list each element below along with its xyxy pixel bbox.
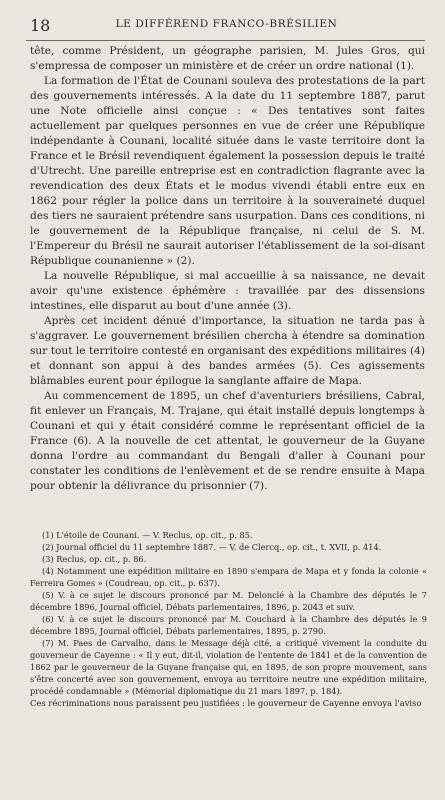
page-header	[30, 16, 423, 36]
footnote: (2) Journal officiel du 11 septembre 1887. — V. de Clercq., op. cit., t. XVII, p. 414.	[42, 542, 382, 552]
paragraph: La nouvelle République, si mal accueillie à sa naissance, ne devait avoir qu'une existence éphémère : travaillée par des dissensions intestines, elle disparut au bout d'une année (3).	[30, 270, 425, 312]
running-title: LE DIFFÉREND FRANCO-BRÉSILIEN	[115, 18, 338, 30]
body-text	[30, 44, 425, 494]
footnote: (4) Notamment une expédition militaire en 1890 s'empara de Mapa et y fonda la colonie « Ferreira Gomes » (Coudreau, op. cit., p. 637).	[30, 566, 427, 588]
header-rule	[26, 40, 425, 41]
footnote: (6) V. à ce sujet le discours prononcé par M. Couchard à la Chambre des députés le 9 décembre 1895, Journal officiel, Débats parlementaires, 1895, p. 2790.	[30, 614, 427, 636]
footnote: (5) V. à ce sujet le discours prononcé par M. Delonclé à la Chambre des députés le 7 décembre 1896, Journal officiel, Débats parlementaires, 1896, p. 2043 et suiv.	[30, 590, 427, 612]
footnote: (3) Reclus, op. cit., p. 86.	[42, 554, 147, 564]
footnote: (1) L'étoile de Counani. — V. Reclus, op. cit., p. 85.	[42, 530, 253, 540]
footnote: (7) M. Paes de Carvalho, dans le Message déjà cité, a critiqué vivement la conduite du gouverneur de Cayenne : « Il y eut, dit-il, violation de l'entente de 1841 et de la convention de 1862 par le gouverneur de la Guyane française qui, en 1895, de son propre mouvement, sans s'être concerté avec son gouvernement, envoya au territoire neutre une expédition militaire, procédé condamnable » (Mémorial diplomatique du 21 mars 1897, p. 184).	[30, 638, 427, 696]
paragraph: tête, comme Président, un géographe parisien, M. Jules Gros, qui s'empressa de composer un ministère et de créer un ordre national (1).	[30, 45, 425, 72]
paragraph: Au commencement de 1895, un chef d'aventuriers brésiliens, Cabral, fit enlever un Français, M. Trajane, qui était installé depuis longtemps à Counani et qui y était considéré comme le représentant officiel de la France (6). A la nouvelle de cet attentat, le gouverneur de la Guyane donna l'ordre au commandant du Bengali d'aller à Counani pour constater les conditions de l'enlèvement et de se rendre ensuite à Mapa pour obtenir la délivrance du prisonnier (7).	[30, 390, 425, 492]
footnote-continuation: Ces récriminations nous paraissent peu justifiées : le gouverneur de Cayenne envoya l'aviso	[30, 698, 422, 708]
paragraph: La formation de l'État de Counani souleva des protestations de la part des gouvernements intéressés. A la date du 11 septembre 1887, parut une Note officielle ainsi conçue : « Des tentatives sont faites actuellement par quelques personnes en vue de créer une République indépendante à Counani, localité située dans le vaste territoire dont la France et le Brésil revendiquent également la possession depuis le traité d'Utrecht. Une pareille entreprise est en contradiction flagrante avec la revendication des deux États et le modus vivendi établi entre eux en 1862 pour régler la police dans un territoire à la souveraineté duquel des tiers ne sauraient prétendre sans usurpation. Dans ces conditions, ni le gouvernement de la République française, ni celui de S. M. l'Empereur du Brésil ne saurait autoriser l'établissement de la soi-disant République counanienne » (2).	[30, 75, 425, 267]
footnotes	[30, 529, 427, 709]
paragraph: Après cet incident dénué d'importance, la situation ne tarda pas à s'aggraver. Le gouvernement brésilien chercha à étendre sa domination sur tout le territoire contesté en organisant des expéditions militaires (4) et donnant son appui à des bandes armées (5). Ces agissements blâmables eurent pour épilogue la sanglante affaire de Mapa.	[30, 315, 425, 387]
page-number: 18	[30, 16, 51, 35]
